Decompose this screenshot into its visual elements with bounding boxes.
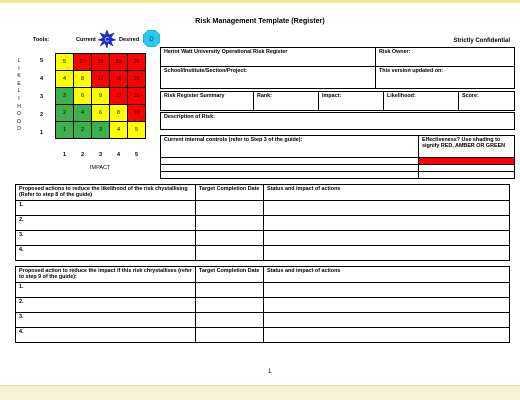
likelihood-actions-table	[15, 184, 510, 261]
matrix-cell: 3	[92, 122, 110, 139]
matrix-cell: 10	[74, 54, 92, 71]
desired-label: Desired	[119, 37, 140, 43]
matrix-cell: 3	[56, 88, 74, 105]
matrix-cell: 15	[128, 88, 146, 105]
current-star-icon	[98, 30, 116, 48]
version-field[interactable]: This version updated on:	[376, 67, 515, 89]
likelihood-value: 5	[40, 58, 44, 64]
page-bottom-border	[0, 385, 520, 400]
likelihood-axis-label: L I K E L I H O O D	[17, 58, 21, 133]
impact-actions-table	[15, 266, 510, 343]
matrix-cell: 25	[128, 54, 146, 71]
matrix-cell: 16	[110, 71, 128, 88]
action-cell[interactable]: 3.	[16, 231, 196, 246]
effectiveness-label: Effectiveness? Use shading to signify RED, AMBER OR GREEN	[419, 136, 515, 158]
likelihood-field[interactable]: Likelihood:	[384, 92, 459, 111]
status-header: Status and impact of actions	[264, 185, 510, 201]
controls-input-row[interactable]	[161, 158, 419, 165]
status-cell[interactable]	[264, 246, 510, 261]
impact-field[interactable]: Impact:	[319, 92, 384, 111]
likelihood-value: 1	[40, 130, 44, 136]
likelihood-value: 2	[40, 112, 44, 118]
matrix-cell: 1	[56, 122, 74, 139]
controls-table	[160, 135, 515, 179]
matrix-cell: 6	[74, 88, 92, 105]
target-date-header: Target Completion Date	[196, 185, 264, 201]
action-cell[interactable]: 4.	[16, 246, 196, 261]
register-heading: Heriot Watt University Operational Risk Register	[161, 48, 376, 67]
date-cell[interactable]	[196, 201, 264, 216]
controls-input-row[interactable]	[161, 165, 419, 172]
register-header-table	[160, 47, 515, 89]
desired-mark: D	[149, 37, 154, 43]
action-cell[interactable]: 1.	[16, 201, 196, 216]
page-title: Risk Management Template (Register)	[195, 16, 325, 25]
impact-value: 5	[134, 152, 139, 158]
status-cell[interactable]	[264, 231, 510, 246]
date-cell[interactable]	[196, 328, 264, 343]
risk-owner-field[interactable]: Risk Owner:	[376, 48, 515, 67]
matrix-cell: 8	[110, 105, 128, 122]
matrix-cell: 20	[128, 71, 146, 88]
school-field[interactable]: School/Institute/Section/Project:	[161, 67, 376, 89]
date-cell[interactable]	[196, 313, 264, 328]
status-cell[interactable]	[264, 298, 510, 313]
date-cell[interactable]	[196, 283, 264, 298]
desired-octagon-icon	[143, 30, 160, 47]
likelihood-actions-header: Proposed actions to reduce the likelihood of the risk chystallising (Refer to step 8 of the guide)	[16, 185, 196, 201]
date-cell[interactable]	[196, 298, 264, 313]
controls-label: Current internal controls (refer to Step 3 of the guide):	[161, 136, 419, 158]
summary-table	[160, 91, 515, 111]
target-date-header: Target Completion Date	[196, 267, 264, 283]
page-top-border	[0, 0, 520, 3]
matrix-cell: 5	[56, 54, 74, 71]
status-cell[interactable]	[264, 313, 510, 328]
action-cell[interactable]: 2.	[16, 298, 196, 313]
page-number: 1	[268, 369, 272, 375]
matrix-cell: 2	[56, 105, 74, 122]
current-label: Current	[76, 37, 96, 43]
status-cell[interactable]	[264, 216, 510, 231]
matrix-cell: 4	[74, 105, 92, 122]
impact-value: 3	[98, 152, 103, 158]
matrix-cell: 12	[92, 71, 110, 88]
date-cell[interactable]	[196, 246, 264, 261]
effectiveness-cell[interactable]	[419, 165, 515, 172]
likelihood-value: 4	[40, 76, 44, 82]
status-cell[interactable]	[264, 201, 510, 216]
score-field[interactable]: Score:	[459, 92, 515, 111]
confidentiality-label: Strictly Confidential	[453, 38, 510, 44]
matrix-cell: 8	[74, 71, 92, 88]
matrix-cell: 20	[110, 54, 128, 71]
date-cell[interactable]	[196, 216, 264, 231]
impact-value: 4	[116, 152, 121, 158]
matrix-cell: 4	[110, 122, 128, 139]
risk-matrix	[55, 53, 146, 139]
status-header: Status and impact of actions	[264, 267, 510, 283]
current-mark: C	[104, 37, 110, 44]
matrix-cell: 5	[128, 122, 146, 139]
impact-axis-label: IMPACT	[90, 165, 111, 171]
matrix-cell: 12	[110, 88, 128, 105]
action-cell[interactable]: 4.	[16, 328, 196, 343]
matrix-cell: 6	[92, 105, 110, 122]
action-cell[interactable]: 3.	[16, 313, 196, 328]
matrix-cell: 2	[74, 122, 92, 139]
date-cell[interactable]	[196, 231, 264, 246]
impact-actions-header: Proposed action to reduce the impact if this risk chrystallises (refer to step 9 of the guide):	[16, 267, 196, 283]
action-cell[interactable]: 1.	[16, 283, 196, 298]
risk-description-field[interactable]: Description of Risk:	[161, 113, 515, 130]
impact-value: 2	[80, 152, 85, 158]
matrix-cell: 9	[92, 88, 110, 105]
impact-value: 1	[62, 152, 67, 158]
matrix-cell: 4	[56, 71, 74, 88]
action-cell[interactable]: 2.	[16, 216, 196, 231]
status-cell[interactable]	[264, 283, 510, 298]
description-table	[160, 112, 515, 130]
likelihood-value: 3	[40, 94, 44, 100]
matrix-cell: 15	[92, 54, 110, 71]
controls-input-row[interactable]	[161, 172, 419, 179]
tools-label: Tools:	[33, 37, 50, 43]
matrix-cell: 10	[128, 105, 146, 122]
effectiveness-red-swatch[interactable]	[419, 158, 515, 165]
effectiveness-cell[interactable]	[419, 172, 515, 179]
summary-label: Risk Register Summary	[161, 92, 254, 111]
status-cell[interactable]	[264, 328, 510, 343]
rank-field[interactable]: Rank:	[254, 92, 319, 111]
